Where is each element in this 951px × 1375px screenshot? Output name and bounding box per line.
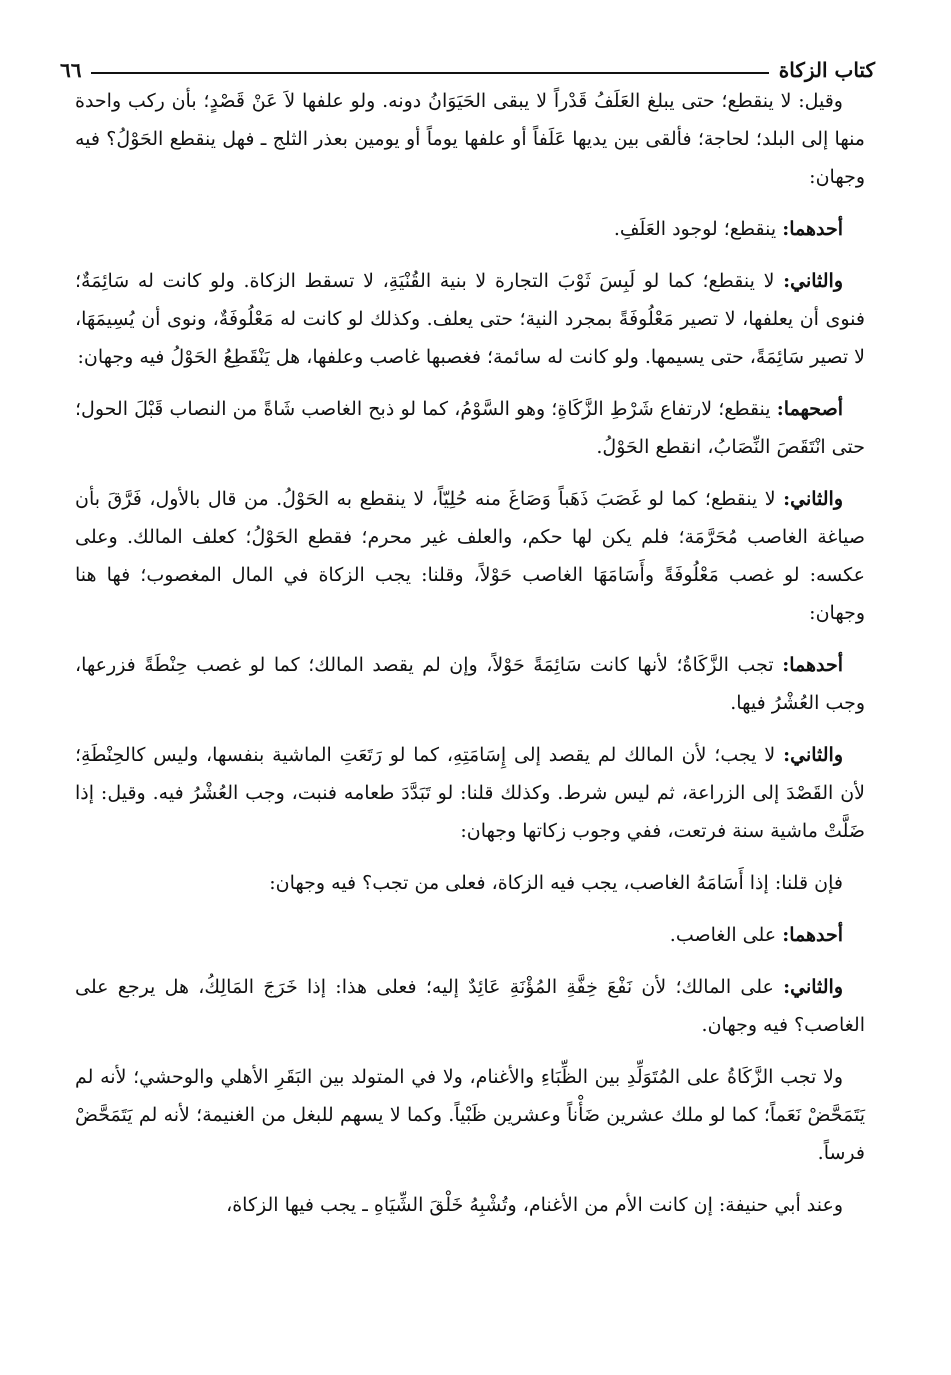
paragraph-3 xyxy=(75,262,865,376)
paragraph-11 xyxy=(75,1058,865,1172)
paragraph-text: على المالك؛ لأن نَفْعَ خِفَّةِ المُؤْنَةِ عَائِدٌ إليه؛ فعلى هذا: إذا خَرَجَ المَالِكُ، هل يرجع على الغاصب؟ فيه وجهان. xyxy=(75,976,865,1036)
header-rule xyxy=(91,72,768,74)
paragraph-text: لا ينقطع؛ كما لو لَبِسَ ثَوْبَ التجارة لا بنية القُنْيَةِ، لا تسقط الزكاة. ولو كانت له سَائِمَةٌ؛ فنوى أن يعلفها، لا تصير مَعْلُوفَةً بمجرد النية؛ حتى يعلف. وكذلك لو كانت له مَعْلُوفَةٌ، ونوى أن يُسِيمَهَا، لا تصير سَائِمَةً، حتى يسيمها. ولو كانت له سائمة؛ فغصبها غاصب وعلفها، هل يَنْقَطِعُ الحَوْلُ فيه وجهان: xyxy=(75,270,865,368)
paragraph-text: ولا تجب الزَّكَاةُ على المُتَوَلِّدِ بين الظِّبَاءِ والأغنام، ولا في المتولد بين البَقَرِ الأهلي والوحشي؛ لأنه لم يَتَمَحَّضْ نَعَماً؛ كما لو ملك عشرين ضَأْناً وعشرين ظَبْياً. وكما لا يسهم للبغل من الغنيمة؛ لأنه لم يَتَمَحَّضْ فرساً. xyxy=(75,1066,865,1164)
paragraph-8 xyxy=(75,864,865,902)
page-number: ٦٦ xyxy=(60,58,82,82)
running-header xyxy=(60,44,875,80)
paragraph-text: لا ينقطع؛ كما لو غَصَبَ ذَهَباً وَصَاغَ منه حُلِيّاً، لا ينقطع به الحَوْلُ. من قال بالأول، فَرَّقَ بأن صياغة الغاصب مُحَرَّمَة؛ فلم يكن لها حكم، والعلف غير محرم؛ فقطع الحَوْلُ؛ كعلف المالك. وعلى عكسه: لو غصب مَعْلُوفَةً وأَسَامَهَا الغاصب حَوْلاً، وقلنا: يجب الزكاة في المال المغصوب؛ فها هنا وجهان: xyxy=(75,488,865,624)
paragraph-5 xyxy=(75,480,865,632)
paragraph-text: ينقطع؛ لارتفاع شَرْطِ الزَّكَاةِ؛ وهو السَّوْمُ، كما لو ذبح الغاصب شَاةً من النصاب قَبْلَ الحول؛ حتى انْتَقَصَ النِّصَابُ، انقطع الحَوْلُ. xyxy=(75,398,865,458)
paragraph-lead: والثاني: xyxy=(783,270,843,292)
paragraph-text: وقيل: لا ينقطع؛ حتى يبلغ العَلَفُ قَدْراً لا يبقى الحَيَوَانُ دونه. ولو علفها لاَ عَنْ قَصْدٍ؛ بأن ركب واحدة منها إلى البلد؛ لحاجة؛ فألقى بين يديها عَلَفاً أو علفها يوماً أو يومين بعذر الثلج ـ فهل ينقطع الحَوْلُ؟ فيه وجهان: xyxy=(75,90,865,188)
paragraph-1 xyxy=(75,82,865,196)
paragraph-text: لا يجب؛ لأن المالك لم يقصد إلى إِسَامَتِهِ، كما لو رَتَعَتِ الماشية بنفسها، وليس كالحِنْطَةِ؛ لأن القَصْدَ إلى الزراعة، ثم ليس شرط. وكذلك قلنا: لو تَبَدَّدَ طعامه فنبت، وجب العُشْرُ فيه. وقيل: إذا ضَلَّتْ ماشية سنة فرتعت، ففي وجوب زكاتها وجهان: xyxy=(75,744,865,842)
paragraph-lead: أحدهما: xyxy=(782,924,843,946)
paragraph-lead: والثاني: xyxy=(783,976,843,998)
paragraph-lead: أحدهما: xyxy=(782,654,843,676)
paragraph-text: تجب الزَّكَاةُ؛ لأنها كانت سَائِمَةً حَوْلاً، وإن لم يقصد المالك؛ كما لو غصب حِنْطَةً فزرعها، وجب العُشْرُ فيها. xyxy=(75,654,865,714)
paragraph-lead: أصحهما: xyxy=(776,398,843,420)
paragraph-text: ينقطع؛ لوجود العَلَفِ. xyxy=(613,218,783,240)
paragraph-6 xyxy=(75,646,865,722)
paragraph-lead: والثاني: xyxy=(783,488,843,510)
paragraph-7 xyxy=(75,736,865,850)
paragraph-text: على الغاصب. xyxy=(669,924,783,946)
paragraph-lead: أحدهما: xyxy=(782,218,843,240)
page-body xyxy=(75,82,865,1238)
paragraph-10 xyxy=(75,968,865,1044)
chapter-title: كتاب الزكاة xyxy=(778,58,875,82)
paragraph-lead: والثاني: xyxy=(783,744,843,766)
paragraph-4 xyxy=(75,390,865,466)
paragraph-2 xyxy=(75,210,865,248)
paragraph-text: وعند أبي حنيفة: إن كانت الأم من الأغنام، وتُشْبِهُ خَلْقَ الشِّيَاهِ ـ يجب فيها الزكاة، xyxy=(226,1194,843,1216)
paragraph-9 xyxy=(75,916,865,954)
paragraph-12 xyxy=(75,1186,865,1224)
paragraph-text: فإن قلنا: إذا أَسَامَهُ الغاصب، يجب فيه الزكاة، فعلى من تجب؟ فيه وجهان: xyxy=(269,872,843,894)
